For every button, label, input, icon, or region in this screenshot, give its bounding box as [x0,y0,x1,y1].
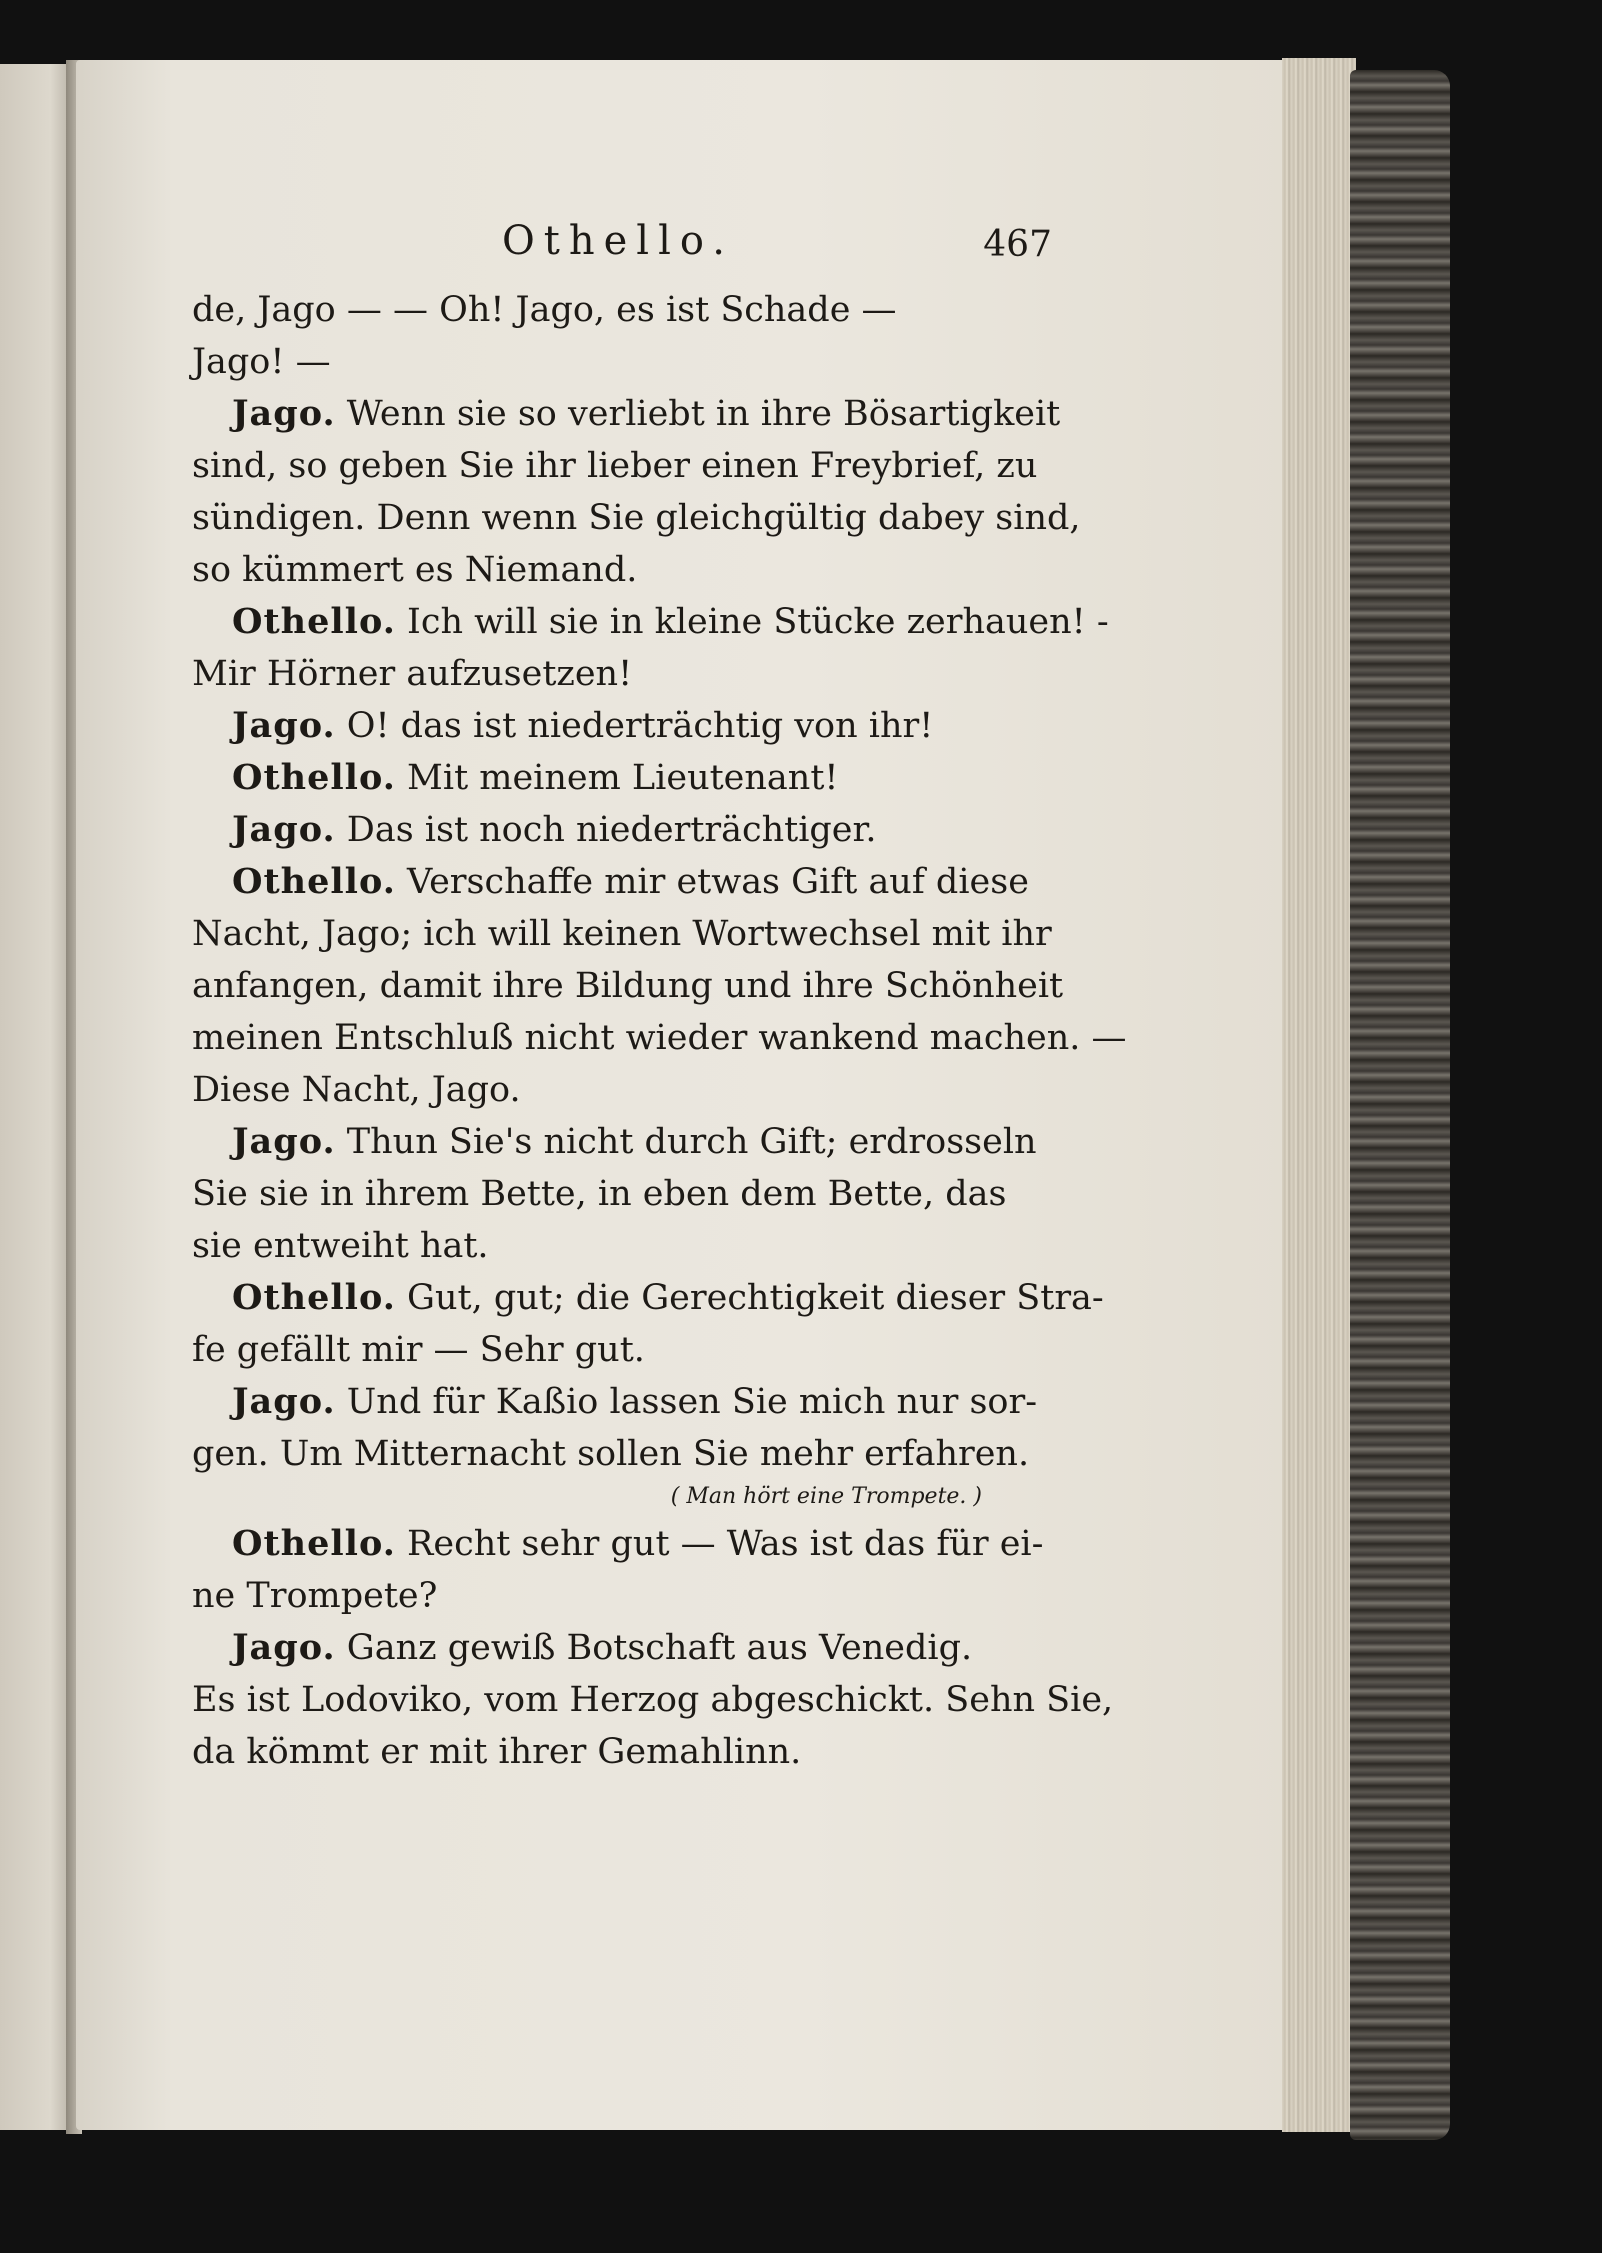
text-line [192,1428,1072,1480]
line-text: Ich will sie in kleine Stücke zerhauen! - [407,602,1109,642]
text-line [192,752,1072,804]
speaker-name: Othello. [232,861,396,902]
line-text: fe gefällt mir — Sehr gut. [192,1330,645,1370]
line-text: Es ist Lodoviko, vom Herzog abgeschickt. Sehn Sie, [192,1680,1114,1720]
speaker-name: Othello. [232,757,396,798]
text-line [192,700,1072,752]
text-line [192,856,1072,908]
speaker-name: Othello. [232,601,396,642]
line-text: Mir Hörner aufzusetzen! [192,654,633,694]
line-text: Recht sehr gut — Was ist das für ei- [407,1524,1044,1564]
line-text: Sie sie in ihrem Bette, in eben dem Bette, das [192,1174,1007,1214]
text-line [192,1116,1072,1168]
line-text: Ganz gewiß Botschaft aus Venedig. [346,1628,973,1668]
line-text: Jago! — [192,342,331,382]
text-line [192,1376,1072,1428]
line-text: Verschaffe mir etwas Gift auf diese [407,862,1029,902]
text-line [192,804,1072,856]
speaker-name: Jago. [232,393,336,434]
text-lines [192,284,1127,1480]
line-text: Mit meinem Lieutenant! [407,758,839,798]
text-line [192,1064,1072,1116]
text-line [192,284,1072,336]
line-text: sind, so geben Sie ihr lieber einen Freybrief, zu [192,446,1038,486]
speaker-name: Othello. [232,1277,396,1318]
line-text: Gut, gut; die Gerechtigkeit dieser Stra- [407,1278,1104,1318]
text-line [192,596,1109,648]
stage-direction: ( Man hört eine Trompete. ) [670,1484,982,1509]
line-text: Nacht, Jago; ich will keinen Wortwechsel mit ihr [192,914,1052,954]
running-title: Othello. [502,218,734,264]
text-line [192,648,1072,700]
speaker-name: Jago. [232,1627,336,1668]
line-text: Diese Nacht, Jago. [192,1070,521,1110]
page-edges [1282,58,1356,2132]
page-text [192,218,1127,1778]
text-line [192,1674,1114,1726]
line-text: ne Trompete? [192,1576,438,1616]
speaker-name: Jago. [232,1121,336,1162]
text-line [192,908,1072,960]
page-header [192,218,1072,280]
text-line [192,1518,1072,1570]
text-line [192,1570,1072,1622]
text-line [192,1622,1072,1674]
text-line [192,492,1081,544]
page-number: 467 [983,224,1052,265]
text-line [192,960,1072,1012]
text-line [192,1220,1072,1272]
speaker-name: Jago. [232,1381,336,1422]
line-text: Das ist noch niederträchtiger. [346,810,877,850]
line-text: O! das ist niederträchtig von ihr! [346,706,934,746]
line-text: Und für Kaßio lassen Sie mich nur sor- [346,1382,1038,1422]
line-text: gen. Um Mitternacht sollen Sie mehr erfahren. [192,1434,1030,1474]
line-text: de, Jago — — Oh! Jago, es ist Schade — [192,290,897,330]
speaker-name: Jago. [232,705,336,746]
text-line [192,336,1072,388]
text-lines-after [192,1518,1114,1778]
speaker-name: Othello. [232,1523,396,1564]
text-line [192,1324,1072,1376]
line-text: meinen Entschluß nicht wieder wankend machen. — [192,1018,1127,1058]
text-line [192,388,1072,440]
line-text: so kümmert es Niemand. [192,550,638,590]
text-line [192,544,1072,596]
text-line [192,1272,1104,1324]
text-line [192,1168,1072,1220]
line-text: sie entweiht hat. [192,1226,489,1266]
speaker-name: Jago. [232,809,336,850]
line-text: Wenn sie so verliebt in ihre Bösartigkeit [346,394,1061,434]
line-text: anfangen, damit ihre Bildung und ihre Schönheit [192,966,1064,1006]
text-line [192,440,1072,492]
text-line [192,1726,1072,1778]
left-page-edge [0,64,72,2130]
book-cover [1350,70,1450,2140]
line-text: sündigen. Denn wenn Sie gleichgültig dabey sind, [192,498,1081,538]
line-text: da kömmt er mit ihrer Gemahlinn. [192,1732,802,1772]
line-text: Thun Sie's nicht durch Gift; erdrosseln [346,1122,1037,1162]
text-line [192,1012,1127,1064]
